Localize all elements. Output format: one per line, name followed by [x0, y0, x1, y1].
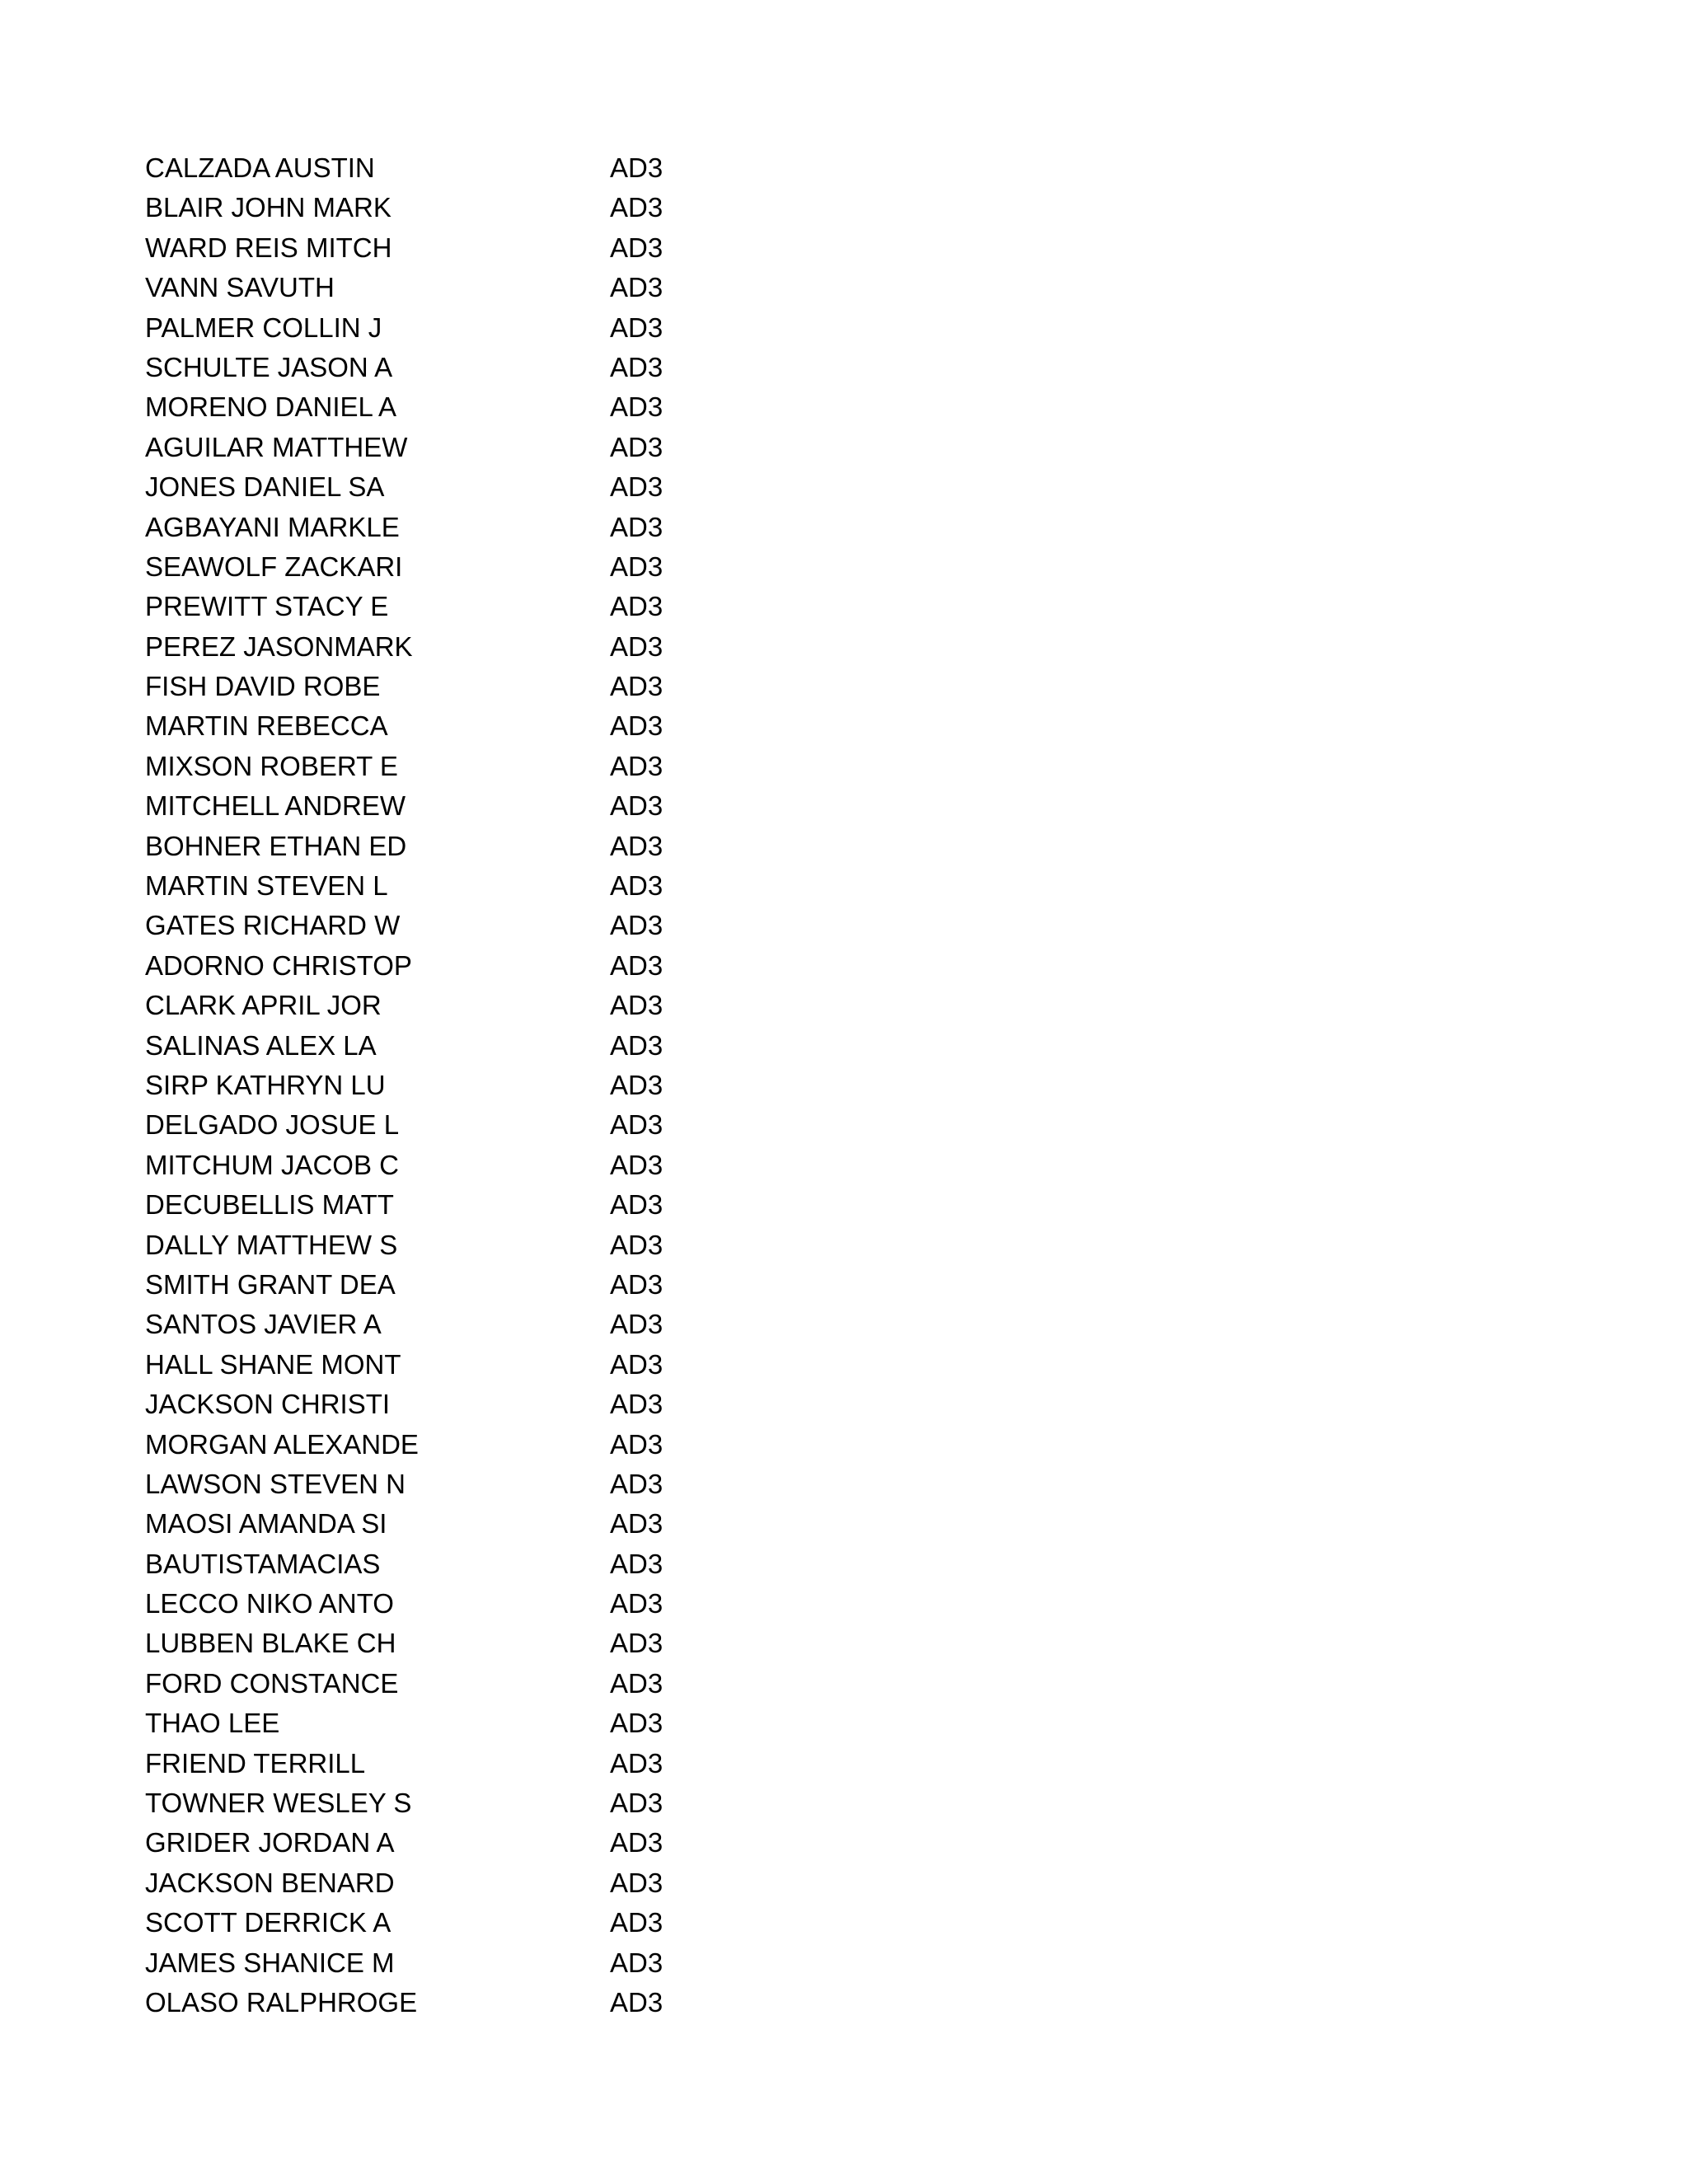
roster-row: [145, 786, 722, 826]
member-code: AD3: [610, 1867, 663, 1898]
roster-row: [145, 1983, 722, 2022]
member-name: LAWSON STEVEN N: [145, 1468, 406, 1499]
roster-row: [145, 1783, 722, 1823]
member-code: AD3: [610, 1029, 663, 1061]
member-code: AD3: [610, 671, 663, 702]
member-name: MORGAN ALEXANDE: [145, 1428, 419, 1460]
member-name: BLAIR JOHN MARK: [145, 192, 392, 223]
member-code: AD3: [610, 312, 663, 343]
member-code: AD3: [610, 1189, 663, 1221]
member-name: DALLY MATTHEW S: [145, 1229, 398, 1260]
member-code: AD3: [610, 1667, 663, 1699]
roster-row: [145, 747, 722, 786]
member-code: AD3: [610, 949, 663, 981]
roster-row: [145, 986, 722, 1025]
roster-row: [145, 547, 722, 587]
roster-row: [145, 906, 722, 945]
member-code: AD3: [610, 1788, 663, 1819]
member-code: AD3: [610, 1708, 663, 1739]
member-code: AD3: [610, 431, 663, 462]
roster-row: [145, 827, 722, 866]
roster-row: [145, 1226, 722, 1265]
member-name: HALL SHANE MONT: [145, 1348, 401, 1380]
roster-row: [145, 1385, 722, 1424]
member-name: SCHULTE JASON A: [145, 351, 393, 382]
member-code: AD3: [610, 1229, 663, 1260]
roster-row: [145, 1943, 722, 1983]
member-name: TOWNER WESLEY S: [145, 1788, 412, 1819]
roster-row: [145, 268, 722, 307]
member-code: AD3: [610, 511, 663, 542]
member-name: SCOTT DERRICK A: [145, 1907, 392, 1938]
member-name: PALMER COLLIN J: [145, 312, 382, 343]
member-code: AD3: [610, 1548, 663, 1579]
member-code: AD3: [610, 351, 663, 382]
member-code: AD3: [610, 1947, 663, 1978]
roster-row: [145, 1305, 722, 1344]
member-name: FISH DAVID ROBE: [145, 671, 381, 702]
member-code: AD3: [610, 551, 663, 582]
member-code: AD3: [610, 1468, 663, 1499]
roster-row: [145, 946, 722, 986]
member-name: SMITH GRANT DEA: [145, 1268, 396, 1300]
member-name: DECUBELLIS MATT: [145, 1189, 394, 1221]
member-name: SALINAS ALEX LA: [145, 1029, 377, 1061]
member-name: SEAWOLF ZACKARI: [145, 551, 403, 582]
member-code: AD3: [610, 630, 663, 662]
member-code: AD3: [610, 1986, 663, 2018]
member-code: AD3: [610, 1827, 663, 1858]
member-name: CALZADA AUSTIN: [145, 152, 375, 183]
member-name: MORENO DANIEL A: [145, 391, 397, 423]
member-code: AD3: [610, 391, 663, 423]
member-name: SIRP KATHRYN LU: [145, 1069, 386, 1100]
roster-row: [145, 1345, 722, 1385]
member-name: BAUTISTAMACIAS: [145, 1548, 381, 1579]
member-code: AD3: [610, 1508, 663, 1540]
member-code: AD3: [610, 910, 663, 941]
member-name: VANN SAVUTH: [145, 272, 335, 303]
member-name: FORD CONSTANCE: [145, 1667, 399, 1699]
member-code: AD3: [610, 710, 663, 742]
member-name: MITCHUM JACOB C: [145, 1149, 399, 1180]
member-code: AD3: [610, 750, 663, 781]
roster-row: [145, 1584, 722, 1624]
member-code: AD3: [610, 272, 663, 303]
member-code: AD3: [610, 1268, 663, 1300]
roster-row: [145, 228, 722, 268]
roster-row: [145, 1744, 722, 1783]
roster-row: [145, 1265, 722, 1305]
member-name: MIXSON ROBERT E: [145, 750, 398, 781]
member-code: AD3: [610, 1069, 663, 1100]
roster-row: [145, 1066, 722, 1105]
member-name: BOHNER ETHAN ED: [145, 830, 407, 861]
member-code: AD3: [610, 1907, 663, 1938]
member-code: AD3: [610, 591, 663, 622]
member-name: GRIDER JORDAN A: [145, 1827, 395, 1858]
roster-row: [145, 308, 722, 348]
roster-row: [145, 428, 722, 467]
member-name: SANTOS JAVIER A: [145, 1309, 382, 1340]
member-name: OLASO RALPHROGE: [145, 1986, 418, 2018]
member-code: AD3: [610, 1348, 663, 1380]
roster-row: [145, 587, 722, 626]
roster-row: [145, 1664, 722, 1704]
roster-row: [145, 1185, 722, 1225]
member-name: FRIEND TERRILL: [145, 1747, 366, 1779]
roster-row: [145, 1105, 722, 1145]
member-name: PREWITT STACY E: [145, 591, 389, 622]
member-name: WARD REIS MITCH: [145, 232, 392, 263]
roster-list: [145, 148, 722, 2022]
member-name: JAMES SHANICE M: [145, 1947, 395, 1978]
member-code: AD3: [610, 1389, 663, 1420]
member-name: AGUILAR MATTHEW: [145, 431, 408, 462]
member-name: MARTIN STEVEN L: [145, 870, 388, 902]
member-name: JACKSON CHRISTI: [145, 1389, 391, 1420]
roster-row: [145, 667, 722, 706]
member-name: LECCO NIKO ANTO: [145, 1588, 394, 1619]
member-code: AD3: [610, 232, 663, 263]
member-code: AD3: [610, 1149, 663, 1180]
roster-row: [145, 1146, 722, 1185]
member-code: AD3: [610, 1588, 663, 1619]
member-name: MAOSI AMANDA SI: [145, 1508, 387, 1540]
roster-row: [145, 348, 722, 387]
roster-row: [145, 1026, 722, 1066]
roster-row: [145, 706, 722, 746]
member-name: AGBAYANI MARKLE: [145, 511, 400, 542]
member-name: THAO LEE: [145, 1708, 280, 1739]
roster-row: [145, 866, 722, 906]
member-name: JONES DANIEL SA: [145, 471, 385, 503]
member-code: AD3: [610, 1747, 663, 1779]
roster-row: [145, 1425, 722, 1465]
member-name: GATES RICHARD W: [145, 910, 401, 941]
roster-row: [145, 1704, 722, 1743]
member-code: AD3: [610, 870, 663, 902]
member-name: CLARK APRIL JOR: [145, 990, 382, 1021]
member-code: AD3: [610, 1628, 663, 1659]
member-code: AD3: [610, 790, 663, 822]
roster-row: [145, 627, 722, 667]
member-code: AD3: [610, 990, 663, 1021]
member-name: PEREZ JASONMARK: [145, 630, 413, 662]
member-name: MARTIN REBECCA: [145, 710, 388, 742]
roster-row: [145, 148, 722, 188]
roster-row: [145, 1863, 722, 1903]
member-code: AD3: [610, 1309, 663, 1340]
member-code: AD3: [610, 1428, 663, 1460]
member-name: MITCHELL ANDREW: [145, 790, 406, 822]
roster-row: [145, 467, 722, 507]
roster-row: [145, 1823, 722, 1863]
roster-row: [145, 1903, 722, 1943]
member-code: AD3: [610, 1109, 663, 1141]
member-name: DELGADO JOSUE L: [145, 1109, 400, 1141]
member-name: JACKSON BENARD: [145, 1867, 395, 1898]
roster-row: [145, 188, 722, 227]
roster-row: [145, 387, 722, 427]
roster-row: [145, 1504, 722, 1544]
member-code: AD3: [610, 471, 663, 503]
roster-row: [145, 1624, 722, 1663]
roster-row: [145, 1544, 722, 1584]
member-code: AD3: [610, 152, 663, 183]
roster-row: [145, 1465, 722, 1504]
member-name: ADORNO CHRISTOP: [145, 949, 412, 981]
roster-row: [145, 508, 722, 547]
member-name: LUBBEN BLAKE CH: [145, 1628, 396, 1659]
member-code: AD3: [610, 830, 663, 861]
member-code: AD3: [610, 192, 663, 223]
